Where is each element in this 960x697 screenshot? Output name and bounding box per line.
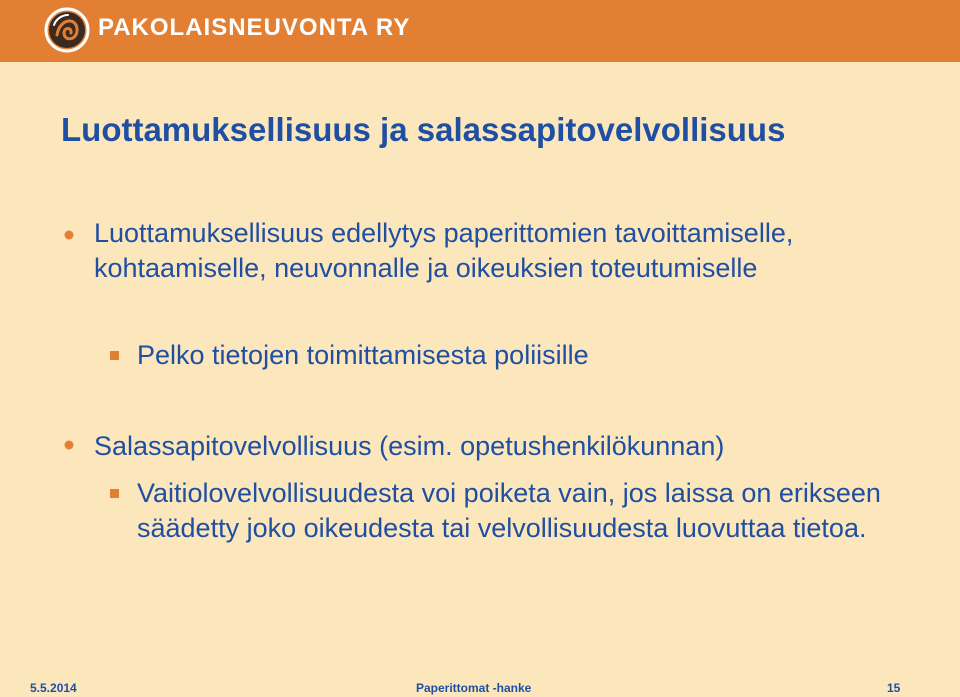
footer-project: Paperittomat -hanke <box>416 681 532 695</box>
bullet-icon <box>64 230 74 240</box>
sub-bullet-icon <box>110 489 119 498</box>
slide-header <box>0 0 960 62</box>
sub-bullet-text: Pelko tietojen toimittamisesta poliisille <box>137 340 589 370</box>
bullet-text: Luottamuksellisuus edellytys paperittomien tavoittamiselle, kohtaamiselle, neuvonnalle ja oikeuksien toteutumiselle <box>94 218 794 283</box>
swirl-logo-icon <box>42 5 92 55</box>
sub-bullet-text: Vaitiolovelvollisuudesta voi poiketa vain, jos laissa on erikseen säädetty joko oikeudesta tai velvollisuudesta luovuttaa tietoa. <box>137 478 881 543</box>
organization-name: PAKOLAISNEUVONTA RY <box>98 14 411 41</box>
bullet-icon <box>64 440 74 450</box>
footer-page-number: 15 <box>887 681 901 695</box>
sub-bullet-icon <box>110 351 119 360</box>
bullet-text: Salassapitovelvollisuus (esim. opetushenkilökunnan) <box>94 431 725 461</box>
slide-title: Luottamuksellisuus ja salassapitovelvollisuus <box>61 111 786 148</box>
footer-date: 5.5.2014 <box>30 681 77 695</box>
